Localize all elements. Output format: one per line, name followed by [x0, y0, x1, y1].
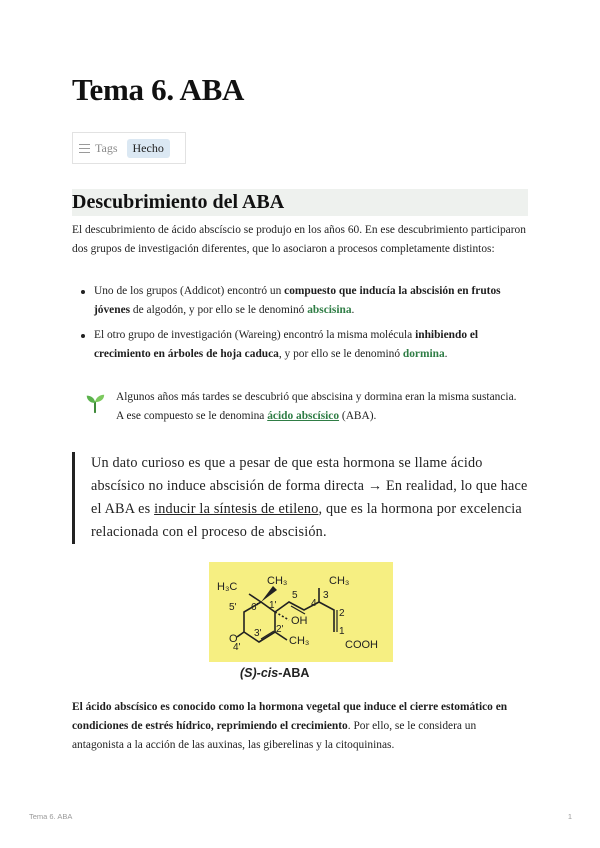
footer-page-number: 1	[567, 812, 572, 821]
bullet-text-before: El otro grupo de investigación (Wareing) encontró la misma molécula	[94, 329, 416, 341]
page-title: Tema 6. ABA	[72, 72, 245, 107]
callout-block	[80, 388, 520, 426]
aba-molecule-diagram	[209, 562, 393, 662]
bullet-icon	[81, 334, 85, 338]
quote-text-after: , que es la hormona por excelencia relacionada con el proceso de abscisión.	[91, 501, 522, 540]
label-2p: 2'	[276, 624, 284, 635]
aba-structure-figure	[209, 562, 393, 662]
label-3p: 3'	[254, 628, 262, 639]
caption-suffix: -ABA	[278, 666, 310, 680]
label-5p: 5'	[229, 602, 237, 613]
tags-label: Tags	[95, 140, 118, 155]
label-4p: 4'	[233, 642, 241, 653]
term-abscisina: abscisina	[307, 304, 352, 316]
label-h3c: H₃C	[217, 581, 238, 593]
bullet-bold: compuesto que inducía la abscisión en frutos jóvenes	[94, 285, 501, 316]
label-1p: 1'	[269, 600, 277, 611]
bullet-text-after: .	[444, 348, 448, 360]
tag-chip-hecho[interactable]: Hecho	[127, 139, 170, 158]
bullet-icon	[81, 290, 85, 294]
section-heading: Descubrimiento del ABA	[72, 189, 528, 216]
label-4: 4	[311, 598, 317, 609]
bullet-bold: inhibiendo el crecimiento en árboles de hoja caduca	[94, 329, 479, 360]
footer-title: Tema 6. ABA	[29, 812, 73, 821]
label-o: O	[229, 633, 238, 645]
list-item	[72, 326, 528, 364]
label-6p: 6'	[251, 602, 259, 613]
list-icon	[79, 144, 90, 153]
list-item	[72, 282, 528, 320]
callout-text	[116, 388, 520, 426]
seedling-icon	[84, 392, 106, 414]
conclusion-after: . Por ello, se le considera un antagonista a la acción de las auxinas, las giberelinas y la citoquininas.	[72, 720, 477, 751]
label-ch3-bottom: CH₃	[289, 635, 310, 647]
bullet-text-middle: , y por ello se le denominó	[278, 348, 403, 360]
acido-abscisico-link[interactable]: ácido abscísico	[267, 410, 340, 422]
label-2: 2	[339, 608, 345, 619]
label-5: 5	[292, 590, 298, 601]
label-3: 3	[323, 590, 329, 601]
conclusion-bold: El ácido abscísico es conocido como la hormona vegetal que induce el cierre estomático en condiciones de estrés hídrico, reprimiendo el crecimiento	[72, 701, 508, 732]
bullet-text-middle: de algodón, y por ello se le denominó	[130, 304, 308, 316]
tags-property[interactable]	[72, 132, 186, 164]
label-ch3-top: CH₃	[267, 575, 288, 587]
intro-paragraph: El descubrimiento de ácido abscíscio se produjo en los años 60. En ese descubrimiento participaron dos grupos de investigación diferentes, que lo asociaron a procesos completamente distintos:	[72, 224, 526, 255]
bullet-text-before: Uno de los grupos (Addicot) encontró un	[94, 285, 285, 297]
quote-block	[72, 452, 528, 544]
label-ch3-right: CH₃	[329, 575, 350, 587]
label-cooh: COOH	[345, 639, 378, 651]
caption-prefix: (S)-cis	[240, 666, 279, 680]
quote-underlined: inducir la síntesis de etileno	[154, 501, 319, 517]
quote-text-before: Un dato curioso es que a pesar de que esta hormona se llame ácido abscísico no induce abscisión de forma directa → En realidad, lo que hace el ABA es	[91, 455, 528, 517]
figure-caption	[240, 666, 309, 680]
label-oh: OH	[291, 615, 308, 627]
term-dormina: dormina	[402, 348, 445, 360]
conclusion-paragraph	[72, 698, 528, 755]
callout-text-after: (ABA).	[339, 410, 377, 422]
label-1: 1	[339, 626, 345, 637]
bullet-text-after: .	[351, 304, 355, 316]
discovery-list	[72, 282, 528, 370]
callout-text-before: Algunos años más tardes se descubrió que abscisina y dormina eran la misma sustancia. A ese compuesto se le denomina	[116, 391, 517, 422]
